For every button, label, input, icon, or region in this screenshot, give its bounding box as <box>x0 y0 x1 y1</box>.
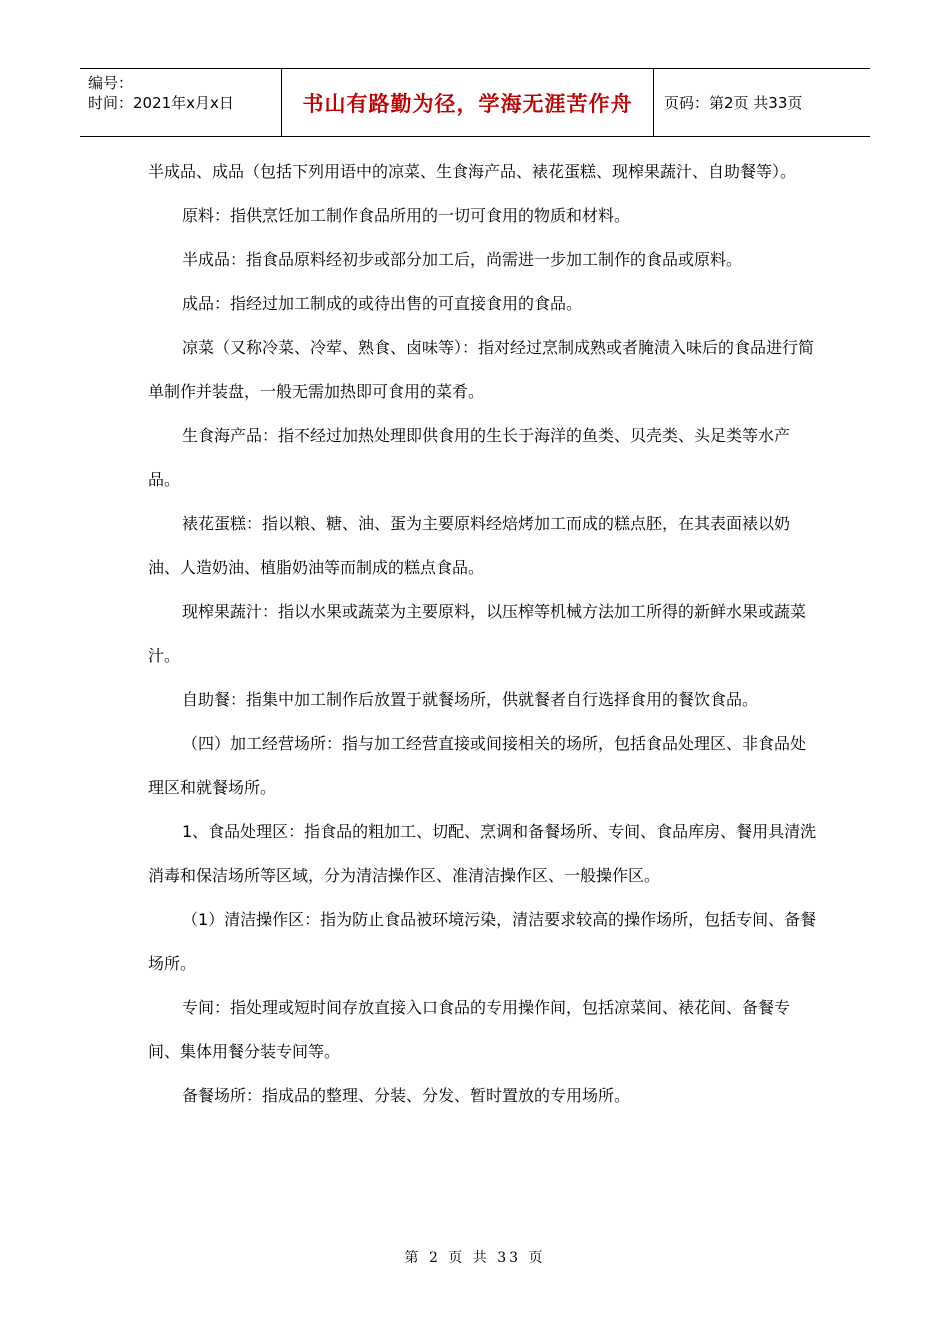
page-header <box>80 68 870 137</box>
page-footer: 第 2 页 共 33 页 <box>404 1250 546 1266</box>
document-date: 时间：2021年x月x日 <box>88 94 234 112</box>
paragraph: 备餐场所：指成品的整理、分装、分发、暂时置放的专用场所。 <box>182 1086 631 1105</box>
paragraph: 原料：指供烹饪加工制作食品所用的一切可食用的物质和材料。 <box>182 206 631 225</box>
paragraph: 现榨果蔬汁：指以水果或蔬菜为主要原料，以压榨等机械方法加工所得的新鲜水果或蔬菜汁。 <box>148 602 807 665</box>
paragraph: 生食海产品：指不经过加热处理即供食用的生长于海洋的鱼类、贝壳类、头足类等水产品。 <box>148 426 791 489</box>
paragraph: （1）清洁操作区：指为防止食品被环境污染，清洁要求较高的操作场所，包括专间、备餐场所。 <box>148 910 817 973</box>
header-meta <box>80 69 282 136</box>
paragraph: （四）加工经营场所：指与加工经营直接或间接相关的场所，包括食品处理区、非食品处理区和就餐场所。 <box>148 734 807 797</box>
paragraph: 1、食品处理区：指食品的粗加工、切配、烹调和备餐场所、专间、食品库房、餐用具清洗消毒和保洁场所等区域，分为清洁操作区、准清洁操作区、一般操作区。 <box>148 822 817 885</box>
document-body <box>148 150 818 1118</box>
paragraph: 成品：指经过加工制成的或待出售的可直接食用的食品。 <box>182 294 583 313</box>
header-motto: 书山有路勤为径，学海无涯苦作舟 <box>282 69 654 136</box>
paragraph: 半成品：指食品原料经初步或部分加工后，尚需进一步加工制作的食品或原料。 <box>182 250 743 269</box>
header-page-info: 页码：第2页 共33页 <box>664 94 803 112</box>
paragraph: 裱花蛋糕：指以粮、糖、油、蛋为主要原料经焙烤加工而成的糕点胚，在其表面裱以奶油、人造奶油、植脂奶油等而制成的糕点食品。 <box>148 514 791 577</box>
paragraph: 半成品、成品（包括下列用语中的凉菜、生食海产品、裱花蛋糕、现榨果蔬汁、自助餐等）。 <box>148 162 797 181</box>
document-number-label: 编号： <box>88 74 134 92</box>
paragraph: 专间：指处理或短时间存放直接入口食品的专用操作间，包括凉菜间、裱花间、备餐专间、集体用餐分装专间等。 <box>148 998 791 1061</box>
paragraph: 自助餐：指集中加工制作后放置于就餐场所，供就餐者自行选择食用的餐饮食品。 <box>182 690 759 709</box>
paragraph: 凉菜（又称冷菜、冷荤、熟食、卤味等）：指对经过烹制成熟或者腌渍入味后的食品进行简单制作并装盘，一般无需加热即可食用的菜肴。 <box>148 338 815 401</box>
